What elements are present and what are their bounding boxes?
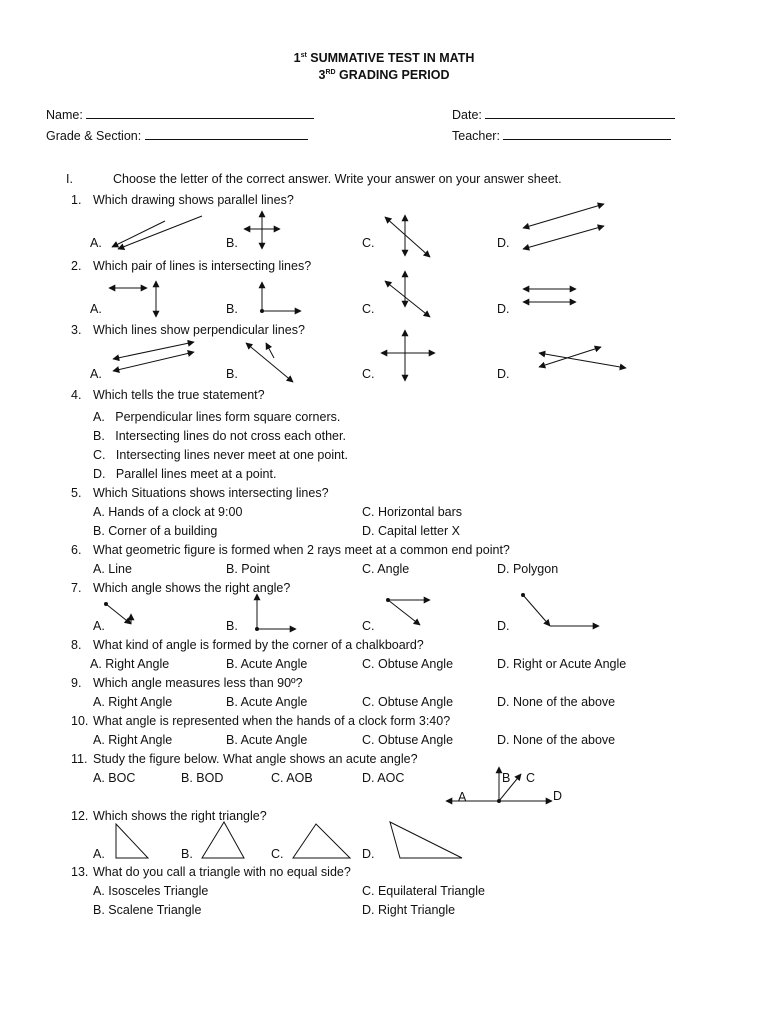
q3-choice-b[interactable]: B.	[226, 367, 238, 381]
q11-label-b: B	[502, 771, 511, 785]
q2-choice-c[interactable]: C.	[362, 302, 375, 316]
q4-number: 4.	[71, 388, 82, 402]
q12-text: Which shows the right triangle?	[93, 809, 267, 823]
q4-choice-d[interactable]: D. Parallel lines meet at a point.	[93, 467, 277, 481]
q5-choice-c[interactable]: C. Horizontal bars	[362, 505, 463, 519]
q6-choice-c[interactable]: C. Angle	[362, 562, 410, 576]
q12-triangle-a-right	[116, 824, 148, 858]
q9-choice-d[interactable]: D. None of the above	[497, 695, 616, 709]
q1-number: 1.	[71, 193, 82, 207]
q9-text: Which angle measures less than 90º?	[93, 676, 303, 690]
q13-choice-a[interactable]: A. Isosceles Triangle	[93, 884, 209, 898]
q1-figure-c-lines	[385, 215, 430, 257]
grading-period: 3RD GRADING PERIOD	[318, 68, 450, 82]
q11-choice-c[interactable]: C. AOB	[271, 771, 313, 785]
q4-choice-b[interactable]: B. Intersecting lines do not cross each other.	[93, 429, 346, 443]
test-title: 1st SUMMATIVE TEST IN MATH	[293, 51, 475, 65]
q8-choice-a[interactable]: A. Right Angle	[90, 657, 170, 671]
q11-label-d: D	[553, 789, 563, 803]
name-field: Name:	[46, 106, 314, 122]
q3-choice-a[interactable]: A.	[90, 367, 102, 381]
q11-choice-d[interactable]: D. AOC	[362, 771, 405, 785]
q2-figure-b-angle	[260, 282, 301, 313]
q5-text: Which Situations shows intersecting lines?	[93, 486, 329, 500]
q4-text: Which tells the true statement?	[93, 388, 265, 402]
q4-choice-c[interactable]: C. Intersecting lines never meet at one point.	[93, 448, 349, 462]
q8-number: 8.	[71, 638, 82, 652]
q8-choice-c[interactable]: C. Obtuse Angle	[362, 657, 454, 671]
grade-section-field: Grade & Section:	[46, 127, 308, 143]
q2-number: 2.	[71, 259, 82, 273]
q2-figure-d-parallel	[523, 289, 576, 302]
q2-choice-d[interactable]: D.	[497, 302, 510, 316]
q5-number: 5.	[71, 486, 82, 500]
q1-choice-b[interactable]: B.	[226, 236, 238, 250]
q12-triangle-b	[202, 822, 244, 858]
q2-figure-c-lines	[385, 271, 430, 317]
q2-figure-a-lines	[109, 281, 156, 317]
q11-text: Study the figure below. What angle shows an acute angle?	[93, 752, 418, 766]
q6-text: What geometric figure is formed when 2 rays meet at a common end point?	[93, 543, 510, 557]
q7-choice-d[interactable]: D.	[497, 619, 510, 633]
q5-choice-a[interactable]: A. Hands of a clock at 9:00	[93, 505, 243, 519]
q13-choice-d[interactable]: D. Right Triangle	[362, 903, 456, 917]
q1-figure-b-cross	[244, 211, 280, 249]
q1-choice-c[interactable]: C.	[362, 236, 375, 250]
q12-choice-d[interactable]: D.	[362, 847, 375, 861]
q7-choice-c[interactable]: C.	[362, 619, 375, 633]
q12-choice-a[interactable]: A.	[93, 847, 105, 861]
q9-choice-c[interactable]: C. Obtuse Angle	[362, 695, 454, 709]
q9-choice-b[interactable]: B. Acute Angle	[226, 695, 308, 709]
q1-figure-a-lines	[112, 216, 202, 249]
q3-choice-c[interactable]: C.	[362, 367, 375, 381]
q3-figure-d-lines	[539, 347, 626, 368]
q12-number: 12.	[71, 809, 89, 823]
section-numeral: I.	[66, 172, 73, 186]
date-field: Date:	[452, 106, 675, 122]
q11-choice-a[interactable]: A. BOC	[93, 771, 136, 785]
q2-text: Which pair of lines is intersecting lines?	[93, 259, 312, 273]
section-instruction: Choose the letter of the correct answer. Write your answer on your answer sheet.	[113, 172, 562, 186]
q11-label-a: A	[458, 790, 467, 804]
teacher-field: Teacher:	[452, 127, 671, 143]
q10-choice-d[interactable]: D. None of the above	[497, 733, 616, 747]
q3-number: 3.	[71, 323, 82, 337]
q6-choice-b[interactable]: B. Point	[226, 562, 270, 576]
q6-number: 6.	[71, 543, 82, 557]
q9-number: 9.	[71, 676, 82, 690]
q1-choice-d[interactable]: D.	[497, 236, 510, 250]
q1-choice-a[interactable]: A.	[90, 236, 102, 250]
q12-triangle-d	[390, 822, 462, 858]
q2-choice-a[interactable]: A.	[90, 302, 102, 316]
q11-number: 11.	[71, 752, 88, 766]
q7-figure-a-angle	[104, 602, 131, 624]
q12-triangle-c	[293, 824, 350, 858]
q10-text: What angle is represented when the hands of a clock form 3:40?	[93, 714, 451, 728]
q12-choice-c[interactable]: C.	[271, 847, 284, 861]
q7-text: Which angle shows the right angle?	[93, 581, 291, 595]
q3-figure-a-parallel	[113, 342, 194, 371]
q8-choice-d[interactable]: D. Right or Acute Angle	[497, 657, 627, 671]
q9-choice-a[interactable]: A. Right Angle	[93, 695, 173, 709]
q8-choice-b[interactable]: B. Acute Angle	[226, 657, 308, 671]
q3-figure-b-lines	[246, 343, 293, 382]
q6-choice-a[interactable]: A. Line	[93, 562, 132, 576]
q8-text: What kind of angle is formed by the corner of a chalkboard?	[93, 638, 424, 652]
q6-choice-d[interactable]: D. Polygon	[497, 562, 559, 576]
q7-choice-a[interactable]: A.	[93, 619, 105, 633]
q7-figure-b-right-angle	[255, 594, 296, 631]
q13-choice-c[interactable]: C. Equilateral Triangle	[362, 884, 485, 898]
q1-text: Which drawing shows parallel lines?	[93, 193, 294, 207]
q10-number: 10.	[71, 714, 89, 728]
q10-choice-b[interactable]: B. Acute Angle	[226, 733, 308, 747]
q5-choice-d[interactable]: D. Capital letter X	[362, 524, 460, 538]
q13-choice-b[interactable]: B. Scalene Triangle	[93, 903, 202, 917]
q7-number: 7.	[71, 581, 82, 595]
q4-choice-a[interactable]: A. Perpendicular lines form square corners.	[93, 410, 341, 424]
q3-choice-d[interactable]: D.	[497, 367, 510, 381]
q13-text: What do you call a triangle with no equal side?	[93, 865, 351, 879]
q3-text: Which lines show perpendicular lines?	[93, 323, 305, 337]
q10-choice-c[interactable]: C. Obtuse Angle	[362, 733, 454, 747]
q7-figure-d-angle	[521, 593, 599, 626]
q10-choice-a[interactable]: A. Right Angle	[93, 733, 173, 747]
q13-number: 13.	[71, 865, 89, 879]
q12-choice-b[interactable]: B.	[181, 847, 193, 861]
q11-choice-b[interactable]: B. BOD	[181, 771, 224, 785]
q7-figure-c-angle	[386, 598, 430, 625]
q1-figure-d-parallel	[523, 204, 604, 249]
q11-label-c: C	[526, 771, 536, 785]
q7-choice-b[interactable]: B.	[226, 619, 238, 633]
q2-choice-b[interactable]: B.	[226, 302, 238, 316]
q3-figure-c-perpendicular	[381, 330, 435, 381]
q5-choice-b[interactable]: B. Corner of a building	[93, 524, 218, 538]
